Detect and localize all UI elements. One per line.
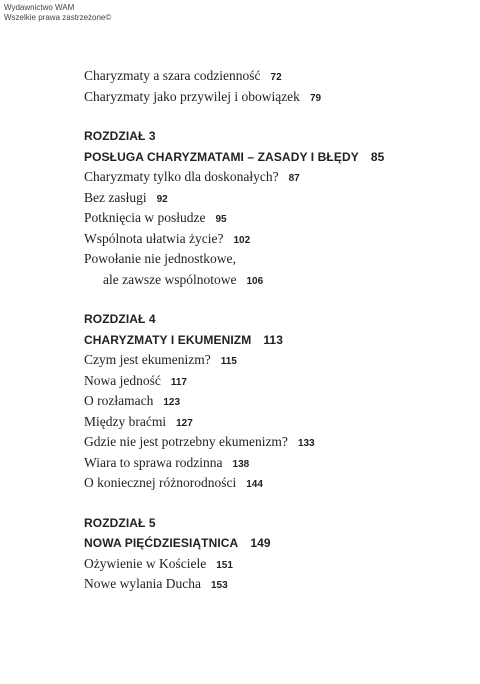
chapter-page: 85 [370, 149, 385, 164]
toc-entry-title: Nowa jedność [84, 372, 161, 388]
chapter-page: 149 [250, 536, 271, 550]
chapter-title: CHARYZMATY I EKUMENIZM [84, 332, 252, 347]
chapter-label: ROZDZIAŁ 4 [84, 312, 156, 326]
toc-entry-page: 115 [220, 356, 237, 367]
toc-entry-title: Wiara to sprawa rodzinna [84, 454, 223, 470]
toc-entry-title: O koniecznej różnorodności [84, 475, 237, 490]
toc-entry-title: Charyzmaty jako przywilej i obowiązek [84, 88, 300, 104]
chapter-3 [84, 126, 464, 290]
toc-entry [84, 350, 464, 371]
toc-entry-title: Charyzmaty a szara codzienność [84, 68, 261, 83]
toc-entry [84, 432, 464, 453]
toc-entry-page: 133 [297, 438, 315, 449]
chapter-title-row [84, 533, 464, 554]
toc-entry-page: 106 [246, 275, 264, 287]
chapter-4 [84, 309, 464, 494]
publisher-watermark [4, 3, 111, 23]
toc-entry-page: 95 [215, 214, 227, 225]
toc-entry-title: Nowe wylania Ducha [84, 576, 201, 591]
toc-entry-title: Wspólnota ułatwia życie? [84, 230, 224, 246]
toc-entry-title: Ożywienie w Kościele [84, 555, 207, 571]
chapter-title: NOWA PIĘĆDZIESIĄTNICA [84, 536, 239, 550]
toc-entry [84, 391, 464, 412]
chapter-title-row [84, 147, 464, 168]
toc-entry [84, 453, 464, 474]
toc-entry-page: 117 [170, 376, 187, 388]
toc-entry-page: 102 [233, 234, 251, 246]
toc-entry-page: 153 [210, 580, 228, 591]
table-of-contents [84, 66, 464, 595]
toc-entry [84, 270, 464, 291]
toc-entry-page: 127 [176, 417, 193, 429]
toc-entry [84, 188, 464, 209]
toc-entry [84, 167, 464, 188]
toc-entry-page: 92 [156, 193, 168, 205]
toc-entry-page: 72 [270, 72, 282, 83]
toc-entry-title: Potknięcia w posłudze [84, 210, 206, 225]
toc-entry [84, 554, 464, 575]
toc-entry [84, 574, 464, 595]
toc-entry-page: 138 [232, 458, 250, 470]
toc-entry [84, 208, 464, 229]
toc-entry-title: Czym jest ekumenizm? [84, 352, 211, 367]
toc-entry-title: O rozłamach [84, 393, 154, 408]
watermark-line-1: Wydawnictwo WAM [4, 3, 75, 12]
chapter-page: 113 [263, 332, 283, 347]
chapter-title-row [84, 330, 464, 351]
toc-entry-page: 79 [309, 92, 322, 104]
chapter-label: ROZDZIAŁ 5 [84, 515, 156, 530]
toc-entry [84, 87, 464, 108]
toc-entry [84, 473, 464, 494]
toc-entry-title: Charyzmaty tylko dla doskonałych? [84, 169, 279, 184]
toc-entry [84, 66, 464, 87]
chapter-5 [84, 513, 464, 595]
toc-entry-title: ale zawsze wspólnotowe [103, 271, 237, 287]
toc-entry-title: Między braćmi [84, 413, 167, 429]
toc-entry [84, 371, 464, 392]
toc-entry [84, 249, 464, 270]
chapter-title: POSŁUGA CHARYZMATAMI – ZASADY I BŁĘDY [84, 149, 359, 164]
toc-entry-title: Powołanie nie jednostkowe, [84, 251, 236, 266]
chapter-label: ROZDZIAŁ 3 [84, 129, 156, 143]
toc-entry-title: Gdzie nie jest potrzebny ekumenizm? [84, 434, 288, 449]
toc-entry-page: 144 [246, 479, 263, 490]
toc-entry-page: 87 [288, 173, 300, 184]
toc-entry [84, 412, 464, 433]
toc-entry-page: 151 [216, 559, 233, 571]
toc-entry [84, 229, 464, 250]
toc-entry-title: Bez zasługi [84, 189, 147, 205]
toc-entry-page: 123 [163, 397, 181, 408]
watermark-line-2: Wszelkie prawa zastrzeżone© [4, 13, 112, 22]
